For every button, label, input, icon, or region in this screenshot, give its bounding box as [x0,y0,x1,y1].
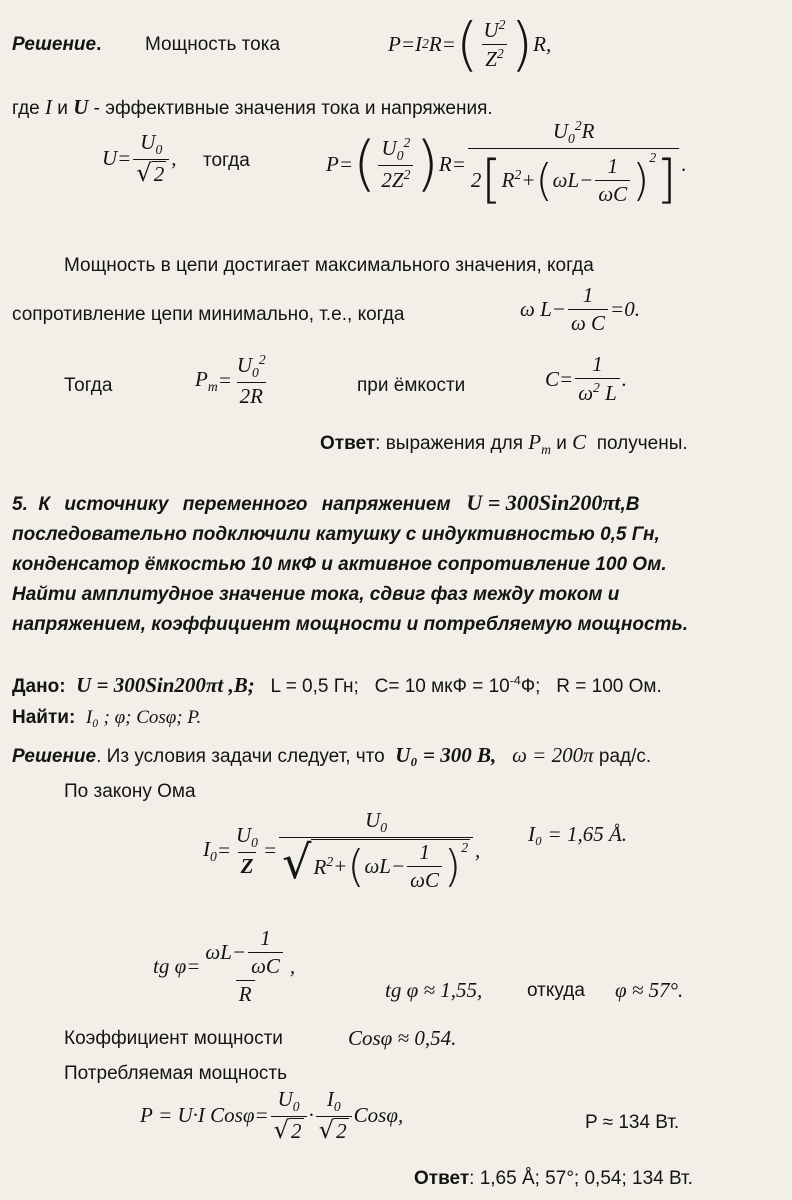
phase-angle-value: φ ≈ 57°. [615,978,684,1002]
current-amplitude-formula: $I_0$ = $\frac{U_0}{Z}$ = $U_0$ √ $R^2$ + ( ωL − $\frac{1}{\omega C}$ ) $^2$ , [203,808,481,893]
whence-word: откуда [527,980,585,1001]
phase-tangent-value: tg φ ≈ 1,55, [385,978,483,1002]
given-line: Дано: U = 300Sin200πt ,В; L = 0,5 Гн; C= 10 мкФ = $10^{-4}Ф$; R = 100 Ом. [12,673,662,697]
solution-heading: Решение. [12,34,102,55]
resonance-condition: ω L − $\frac{1}{\text{ω C}}$ =0. [520,283,640,335]
problem-line-1: 5. К источнику переменного напряжением U = 300Sin200πt,В [12,490,640,515]
min-resistance-text: сопротивление цепи минимально, т.е., когда [12,304,405,325]
capacity-label: при ёмкости [357,375,466,396]
phase-tangent-formula: tg φ = ωL − $\frac{1}{\omega C}$ R , [153,926,296,1006]
power-expanded-formula: P = ( $\frac{U_0^2}{2Z^2}$ ) R = $U_0^2R$ 2 [ $R^2$ + ( ωL − $\frac{1}{\omega C}$ ) $^2$ ] . [326,118,687,211]
power-intro: Мощность тока [145,34,281,55]
effective-voltage-formula: U = $U_0$ √ 2 , [102,130,177,188]
answer2-line: Ответ: 1,65 Å; 57°; 0,54; 134 Вт. [414,1168,693,1189]
consumed-power-formula: P = U · I Cosφ = $U_0$ √ 2 · $I_0$ √ 2 Cosφ , [140,1087,404,1145]
togda-word: Тогда [64,375,113,396]
power-factor-label: Коэффициент мощности [64,1028,283,1049]
consumed-power-label: Потребляемая мощность [64,1063,288,1084]
answer1-line: Ответ: выражения для $P_m$ и C получены. [320,430,688,458]
then-word: тогда [203,150,250,171]
find-line: Найти: I₀ ; φ; Cosφ; P. [12,707,202,728]
consumed-power-value: P ≈ 134 Вт. [585,1112,680,1133]
power-factor-value: Cosφ ≈ 0,54. [348,1026,457,1050]
max-power-formula: $P_m$ = $\frac{U_0^2}{2R}$ [195,352,266,409]
solution2-line: Решение. Из условия задачи следует, что U₀ = 300 B, ω = 200π рад/с. [12,743,652,767]
max-power-text: Мощность в цепи достигает максимального значения, когда [64,255,594,276]
ohm-law-label: По закону Ома [64,781,196,802]
problem-line-5: напряжением, коэффициент мощности и потребляемую мощность. [12,614,689,635]
problem-line-2: последовательно подключили катушку с индуктивностью 0,5 Гн, [12,524,660,545]
where-line: где I и U - эффективные значения тока и напряжения. [12,95,493,119]
current-amplitude-value: I₀ = 1,65 Å. [528,822,628,846]
problem-line-4: Найти амплитудное значение тока, сдвиг фаз между током и [12,584,620,605]
power-formula: P = I 2 R = ( $\frac{U^2}{Z^2}$ ) R , [388,10,552,78]
problem-line-3: конденсатор ёмкостью 10 мкФ и активное сопротивление 100 Ом. [12,554,667,575]
capacity-formula: C = $\frac{1}{\omega^2 L}$ . [545,352,628,405]
